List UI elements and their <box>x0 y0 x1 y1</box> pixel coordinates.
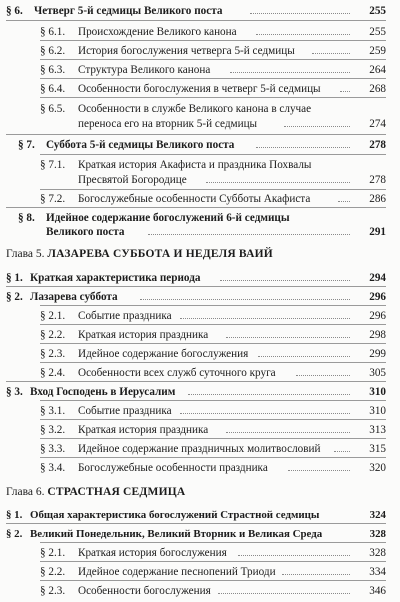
page-number: 278 <box>369 139 386 151</box>
page-number: 328 <box>369 528 386 540</box>
section-title-line: переноса его на вторник 5-й седмицы <box>78 118 258 130</box>
page-number: 299 <box>369 348 386 360</box>
dot-leader <box>296 375 350 376</box>
page-number: 320 <box>369 462 386 474</box>
section-title: Происхождение Великого канона <box>78 26 237 38</box>
section-rule <box>40 438 386 439</box>
section-rule <box>40 580 386 581</box>
section-title: Особенности всех служб суточного круга <box>78 367 276 379</box>
section-rule <box>6 286 386 287</box>
page-number: 324 <box>369 509 386 521</box>
dot-leader <box>284 126 350 127</box>
section-title: Богослужебные особенности праздника <box>78 462 268 474</box>
page-number: 296 <box>369 291 386 303</box>
section-number: § 8. <box>18 212 35 224</box>
section-title: Суббота 5-й седмицы Великого поста <box>46 139 235 151</box>
section-title: История богослужения четверга 5-й седмицы <box>78 45 295 57</box>
section-rule <box>40 324 386 325</box>
section-rule <box>40 542 386 543</box>
dot-leader <box>288 470 350 471</box>
dot-leader <box>334 451 350 452</box>
dot-leader <box>256 147 350 148</box>
dot-leader <box>220 280 350 281</box>
chapter-caption: ЛАЗАРЕВА СУББОТА И НЕДЕЛЯ ВАИЙ <box>47 248 273 260</box>
page-number: 298 <box>369 329 386 341</box>
section-number: § 2.2. <box>40 329 66 341</box>
section-number: § 3. <box>6 386 23 398</box>
dot-leader <box>226 337 350 338</box>
section-number: § 7. <box>18 139 35 151</box>
dot-leader <box>148 234 350 235</box>
section-number: § 2. <box>6 291 23 303</box>
page-number: 310 <box>369 405 386 417</box>
section-rule <box>40 561 386 562</box>
section-number: § 6.4. <box>40 83 66 95</box>
section-number: § 2. <box>6 528 23 540</box>
dot-leader <box>188 394 350 395</box>
section-number: § 6. <box>6 5 23 17</box>
dot-leader <box>206 182 350 183</box>
section-title: Событие праздника <box>78 405 172 417</box>
dot-leader <box>238 555 350 556</box>
section-title: Четверг 5-й седмицы Великого поста <box>34 5 223 17</box>
section-title-line: Особенности в службе Великого канона в случае <box>78 103 312 115</box>
dot-leader <box>250 13 350 14</box>
section-title-line: Краткая история Акафиста и праздника Похвалы <box>78 159 312 171</box>
section-title: Общая характеристика богослужений Страстной седмицы <box>30 509 320 521</box>
dot-leader <box>256 34 350 35</box>
section-number: § 2.1. <box>40 310 66 322</box>
page-number: 310 <box>369 386 386 398</box>
dot-leader <box>180 318 350 319</box>
dot-leader <box>226 432 350 433</box>
section-title: Богослужебные особенности Субботы Акафиста <box>78 193 311 205</box>
section-number: § 6.1. <box>40 26 66 38</box>
dot-leader <box>218 593 350 594</box>
section-title: Идейное содержание богослужения <box>78 348 249 360</box>
page-number: 296 <box>369 310 386 322</box>
chapter-heading[interactable] <box>6 486 185 498</box>
section-rule <box>6 523 386 524</box>
section-rule <box>40 97 386 98</box>
dot-leader <box>180 413 350 414</box>
section-number: § 2.2. <box>40 566 66 578</box>
dot-leader <box>282 574 350 575</box>
page-number: 278 <box>369 174 386 186</box>
dot-leader <box>258 356 350 357</box>
section-rule <box>40 362 386 363</box>
chapter-label: Глава 6. <box>6 486 45 498</box>
dot-leader <box>340 91 350 92</box>
section-rule <box>40 457 386 458</box>
page-number: 255 <box>369 5 386 17</box>
page-number: 286 <box>369 193 386 205</box>
section-number: § 1. <box>6 272 23 284</box>
section-title-line: Великого поста <box>46 226 125 238</box>
page-number: 346 <box>369 585 386 597</box>
page-number: 313 <box>369 424 386 436</box>
section-rule <box>6 20 386 21</box>
section-number: § 2.3. <box>40 585 66 597</box>
section-title: Краткая характеристика периода <box>30 272 201 284</box>
section-rule <box>40 419 386 420</box>
section-number: § 6.2. <box>40 45 66 57</box>
page-number: 328 <box>369 547 386 559</box>
section-title: Особенности богослужения в четверг 5-й седмицы <box>78 83 321 95</box>
section-number: § 3.4. <box>40 462 66 474</box>
page-number: 274 <box>369 118 386 130</box>
section-title: Лазарева суббота <box>30 291 118 303</box>
page-number: 259 <box>369 45 386 57</box>
section-number: § 2.3. <box>40 348 66 360</box>
section-rule <box>40 154 386 155</box>
chapter-heading[interactable] <box>6 248 273 260</box>
section-rule <box>40 78 386 79</box>
section-title: Краткая история праздника <box>78 329 209 341</box>
section-title: Краткая история богослужения <box>78 547 227 559</box>
section-rule <box>40 40 386 41</box>
section-rule <box>6 207 386 208</box>
section-title: Событие праздника <box>78 310 172 322</box>
section-number: § 6.3. <box>40 64 66 76</box>
section-number: § 1. <box>6 509 23 521</box>
page-number: 291 <box>369 226 386 238</box>
dot-leader <box>230 72 350 73</box>
section-rule <box>6 134 386 135</box>
section-number: § 7.1. <box>40 159 66 171</box>
section-number: § 3.1. <box>40 405 66 417</box>
page-number: 268 <box>369 83 386 95</box>
dot-leader <box>140 299 350 300</box>
section-rule <box>40 400 386 401</box>
section-number: § 3.3. <box>40 443 66 455</box>
section-number: § 7.2. <box>40 193 66 205</box>
dot-leader <box>338 201 350 202</box>
section-title: Краткая история праздника <box>78 424 209 436</box>
section-title: Великий Понедельник, Великий Вторник и Великая Среда <box>30 528 323 540</box>
section-rule <box>40 305 386 306</box>
section-number: § 6.5. <box>40 103 66 115</box>
section-title-line: Пресвятой Богородице <box>78 174 187 186</box>
section-title: Структура Великого канона <box>78 64 211 76</box>
section-rule <box>40 59 386 60</box>
page-number: 264 <box>369 64 386 76</box>
section-rule <box>40 189 386 190</box>
section-rule <box>6 381 386 382</box>
section-title: Вход Господень в Иерусалим <box>30 386 176 398</box>
page-number: 334 <box>369 566 386 578</box>
section-number: § 2.4. <box>40 367 66 379</box>
section-rule <box>40 343 386 344</box>
page-number: 294 <box>369 272 386 284</box>
section-title: Особенности богослужения <box>78 585 211 597</box>
page-number: 305 <box>369 367 386 379</box>
dot-leader <box>312 53 350 54</box>
section-title: Идейное содержание песнопений Триоди <box>78 566 276 578</box>
chapter-caption: СТРАСТНАЯ СЕДМИЦА <box>47 486 186 498</box>
section-number: § 3.2. <box>40 424 66 436</box>
section-number: § 2.1. <box>40 547 66 559</box>
page-number: 255 <box>369 26 386 38</box>
page-number: 315 <box>369 443 386 455</box>
section-title-line: Идейное содержание богослужений 6-й седмицы <box>46 212 290 224</box>
section-title: Идейное содержание праздничных молитвословий <box>78 443 321 455</box>
chapter-label: Глава 5. <box>6 248 45 260</box>
